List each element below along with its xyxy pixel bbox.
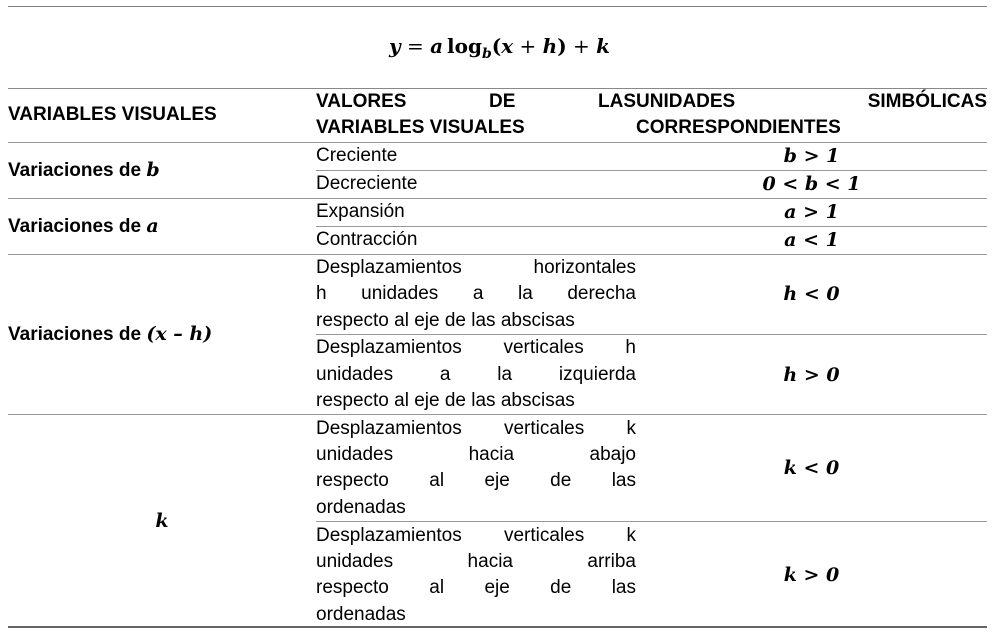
header-values-line-1: VALORES DE LAS — [316, 90, 636, 112]
formula-open: ( — [491, 34, 502, 58]
group-label-text: Variaciones de — [8, 324, 147, 346]
table-row — [8, 143, 987, 171]
formula-h: h — [542, 34, 558, 58]
header-units-line-2: CORRESPONDIENTES — [636, 117, 841, 138]
value-line: unidades a la izquierda — [316, 363, 636, 385]
value-line: respecto al eje de las — [316, 470, 636, 492]
value-expansion: Expansión — [316, 199, 636, 227]
value-line: unidades hacia abajo — [316, 444, 636, 466]
variables-table — [8, 88, 987, 628]
group-label-var: k — [155, 510, 169, 533]
value-line: respecto al eje de las — [316, 577, 636, 599]
group-label-k — [8, 415, 316, 629]
value-line: Desplazamientos verticales k — [316, 417, 636, 439]
formula-log: log — [447, 34, 482, 58]
formula-plus-2: + — [566, 34, 597, 58]
group-label-text: Variaciones de — [8, 215, 147, 237]
formula-plus-1: + — [513, 34, 543, 58]
value-line: respecto al eje de las abscisas — [316, 390, 575, 412]
group-label-text: Variaciones de — [8, 159, 147, 181]
header-values — [316, 88, 636, 143]
unit-k-gt-0: k > 0 — [636, 522, 987, 629]
header-units-line-1: UNIDADES SIMBÓLICAS — [636, 90, 987, 112]
formula-x: x — [501, 34, 514, 58]
header-units — [636, 88, 987, 143]
unit-h-lt-0: h < 0 — [636, 255, 987, 335]
unit-h-gt-0: h > 0 — [636, 335, 987, 415]
formula-a: a — [430, 34, 444, 58]
formula-base: b — [481, 46, 492, 62]
value-decreciente: Decreciente — [316, 171, 636, 199]
table-header-row — [8, 88, 987, 143]
value-horizontal-derecha — [316, 255, 636, 335]
value-line: ordenadas — [316, 603, 406, 625]
table-row — [8, 415, 987, 522]
value-line: h unidades a la derecha — [316, 283, 636, 305]
formula — [0, 30, 999, 70]
unit-b-gt-1: b > 1 — [636, 143, 987, 171]
group-label-var: a — [146, 214, 159, 237]
value-creciente: Creciente — [316, 143, 636, 171]
table-row — [8, 199, 987, 227]
value-line: Desplazamientos verticales k — [316, 524, 636, 546]
value-line: ordenadas — [316, 496, 406, 518]
header-values-line-2: VARIABLES VISUALES — [316, 117, 525, 138]
table-row — [8, 255, 987, 335]
top-rule — [8, 6, 987, 7]
formula-k: k — [596, 34, 611, 58]
header-variables: VARIABLES VISUALES — [8, 88, 316, 143]
unit-a-lt-1: a < 1 — [636, 227, 987, 255]
formula-eq: = — [400, 34, 431, 58]
formula-close: ) — [557, 34, 567, 58]
group-label-x-h — [8, 255, 316, 415]
value-vertical-izquierda — [316, 335, 636, 415]
value-contraccion: Contracción — [316, 227, 636, 255]
value-line: Desplazamientos verticales h — [316, 337, 636, 359]
value-line: respecto al eje de las abscisas — [316, 309, 575, 331]
group-label-var: b — [146, 158, 160, 181]
value-vertical-arriba — [316, 522, 636, 629]
group-label-a — [8, 199, 316, 255]
group-label-var: (x – h) — [146, 323, 213, 346]
unit-a-gt-1: a > 1 — [636, 199, 987, 227]
unit-b-between: 0 < b < 1 — [636, 171, 987, 199]
value-line: Desplazamientos horizontales — [316, 257, 636, 278]
group-label-b — [8, 143, 316, 199]
value-line: unidades hacia arriba — [316, 551, 636, 573]
bottom-rule — [8, 626, 987, 628]
unit-k-lt-0: k < 0 — [636, 415, 987, 522]
value-vertical-abajo — [316, 415, 636, 522]
formula-y: y — [388, 34, 401, 58]
